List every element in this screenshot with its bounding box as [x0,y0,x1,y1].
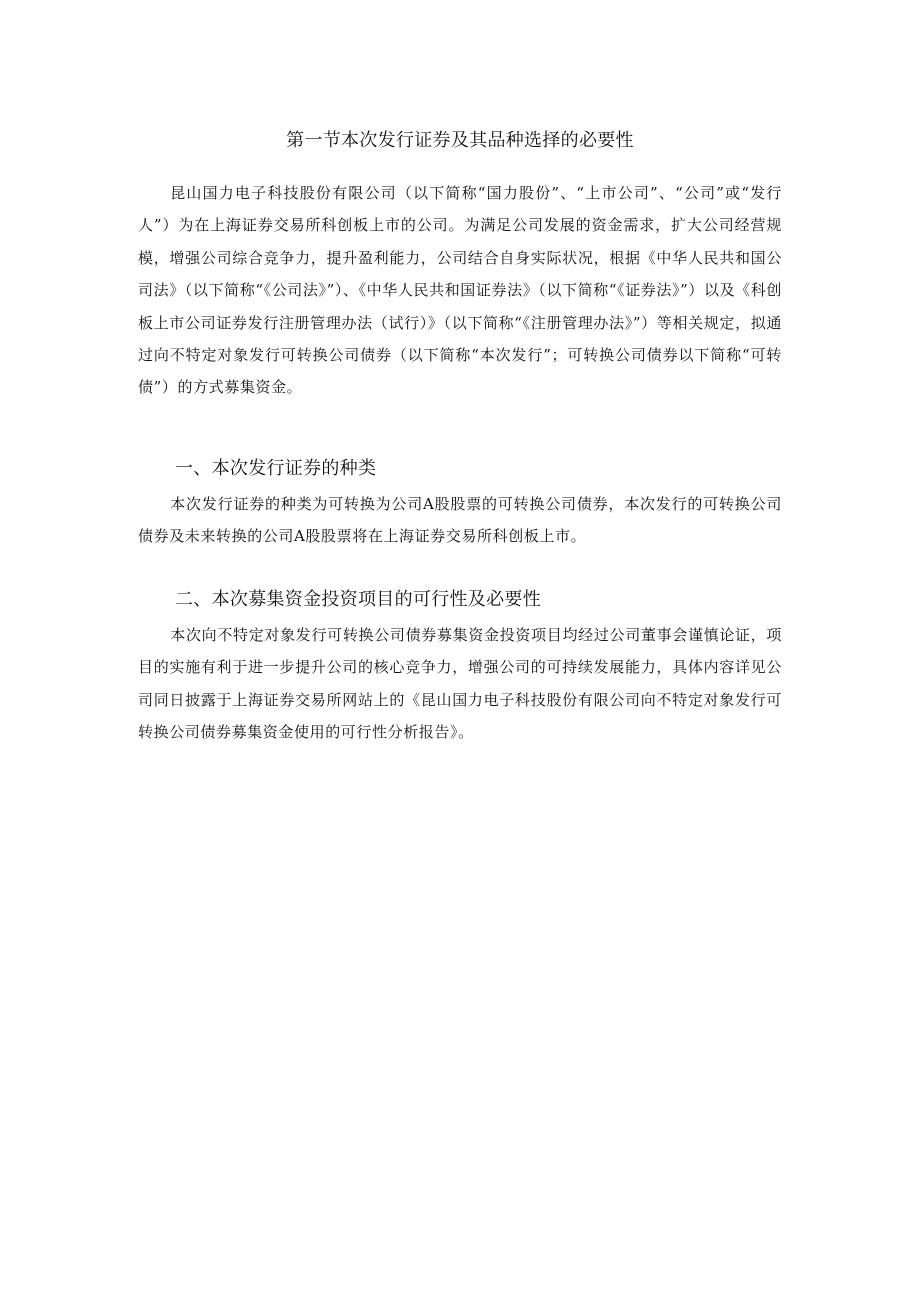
subsection-paragraph-2: 本次向不特定对象发行可转换公司债券募集资金投资项目均经过公司董事会谨慎论证，项目的实施有利于进一步提升公司的核心竞争力，增强公司的可持续发展能力，具体内容详见公司同日披露于上海证券交易所网站上的《昆山国力电子科技股份有限公司向不特定对象发行可转换公司债券募集资金使用的可行性分析报告》。 [138,626,782,742]
section-title: 第一节本次发行证券及其品种选择的必要性 [286,130,634,151]
subsection-paragraph-1: 本次发行证券的种类为可转换为公司A股股票的可转换公司债券，本次发行的可转换公司债券及未来转换的公司A股股票将在上海证券交易所科创板上市。 [138,495,782,546]
subsection-heading-2: 二、本次募集资金投资项目的可行性及必要性 [175,589,541,610]
intro-paragraph: 昆山国力电子科技股份有限公司（以下简称“国力股份”、“上市公司”、“公司”或“发行人”）为在上海证券交易所科创板上市的公司。为满足公司发展的资金需求，扩大公司经营规模，增强公司综合竞争力，提升盈利能力，公司结合自身实际状况，根据《中华人民共和国公司法》（以下简称“《公司法》”）、《中华人民共和国证券法》（以下简称“《证券法》”）以及《科创板上市公司证券发行注册管理办法（试行）》（以下简称“《注册管理办法》”）等相关规定，拟通过向不特定对象发行可转换公司债券（以下简称“本次发行”；可转换公司债券以下简称“可转债”）的方式募集资金。 [138,184,782,397]
subsection-heading-1: 一、本次发行证券的种类 [175,458,377,479]
